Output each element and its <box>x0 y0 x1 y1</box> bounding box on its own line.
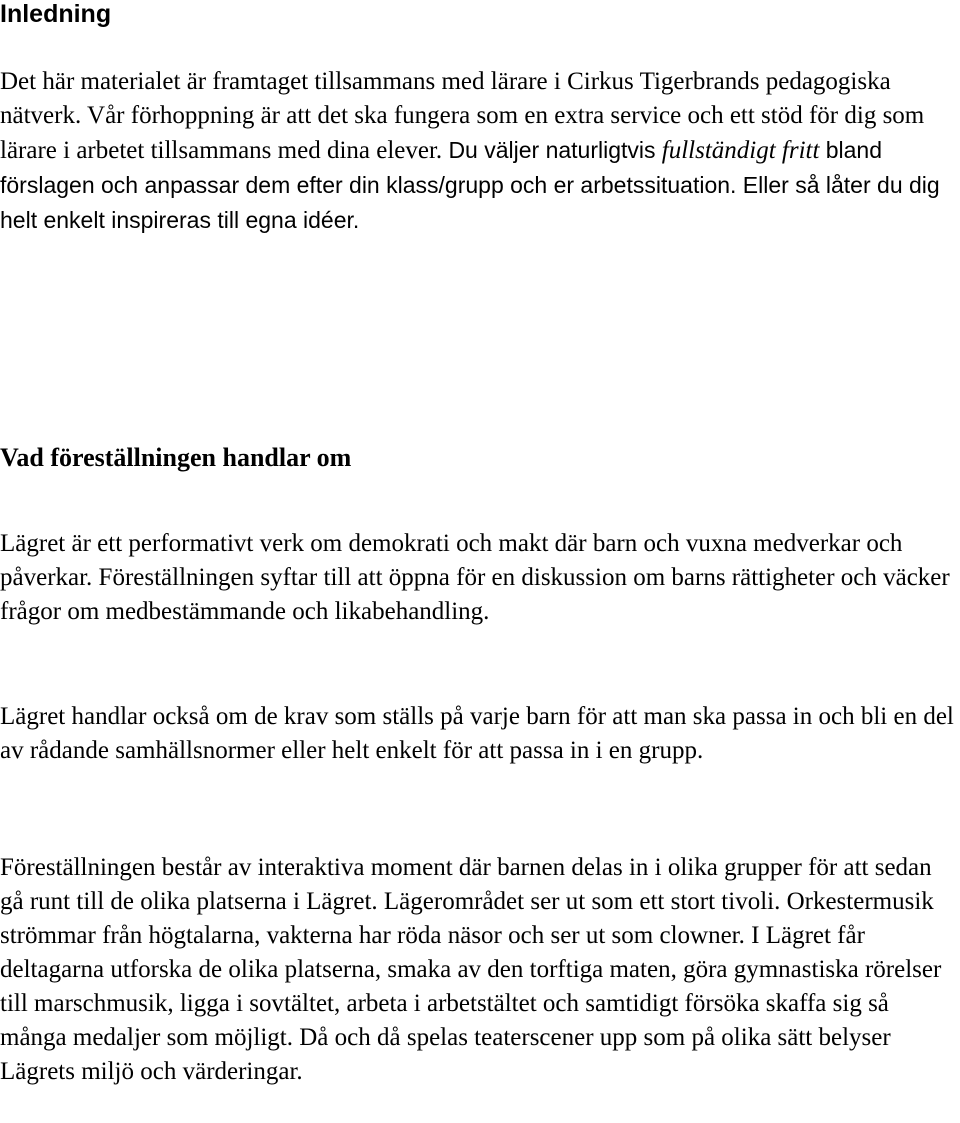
intro-paragraph <box>0 65 958 238</box>
intro-emphasis: fullständigt fritt <box>661 137 820 164</box>
body-paragraph-1: Lägret är ett performativt verk om demokrati och makt där barn och vuxna medverkar och påverkar. Föreställningen syftar till att öppna för en diskussion om barns rättigheter och väcker frågor om medbestämmande och likabehandling. <box>0 530 950 625</box>
body-paragraph-2: Lägret handlar också om de krav som ställs på varje barn för att man ska passa in och bli en del av rådande samhällsnormer eller helt enkelt för att passa in i en grupp. <box>0 703 954 764</box>
intro-text-part3: bland förslagen och anpassar dem efter din klass/grupp och er arbetssituation. Eller så låter du dig helt enkelt inspireras till egna idéer. <box>0 137 940 233</box>
intro-text-part2: Du väljer naturligtvis <box>448 137 656 163</box>
intro-text-part1: Det här materialet är framtaget tillsammans med lärare i Cirkus Tigerbrands pedagogiska nätverk. Vår förhoppning är att det ska fungera som en extra service och ett stöd för dig som lärare i arbetet tillsammans med dina elever. <box>0 68 925 164</box>
body-paragraph-3: Föreställningen består av interaktiva moment där barnen delas in i olika grupper för att sedan gå runt till de olika platserna i Lägret. Lägerområdet ser ut som ett stort tivoli. Orkestermusik strömmar från högtalarna, vakterna har röda näsor och ser ut som clowner. I Lägret får deltagarna utforska de olika platserna, smaka av den torftiga maten, göra gymnastiska rörelser till marschmusik, ligga i sovtältet, arbeta i arbetstältet och samtidigt försöka skaffa sig så många medaljer som möjligt. Då och då spelas teaterscener upp som på olika sätt belyser Lägrets miljö och värderingar. <box>0 854 942 1085</box>
section-heading-handling: Vad föreställningen handlar om <box>0 443 352 472</box>
section-heading-inledning: Inledning <box>0 0 112 28</box>
